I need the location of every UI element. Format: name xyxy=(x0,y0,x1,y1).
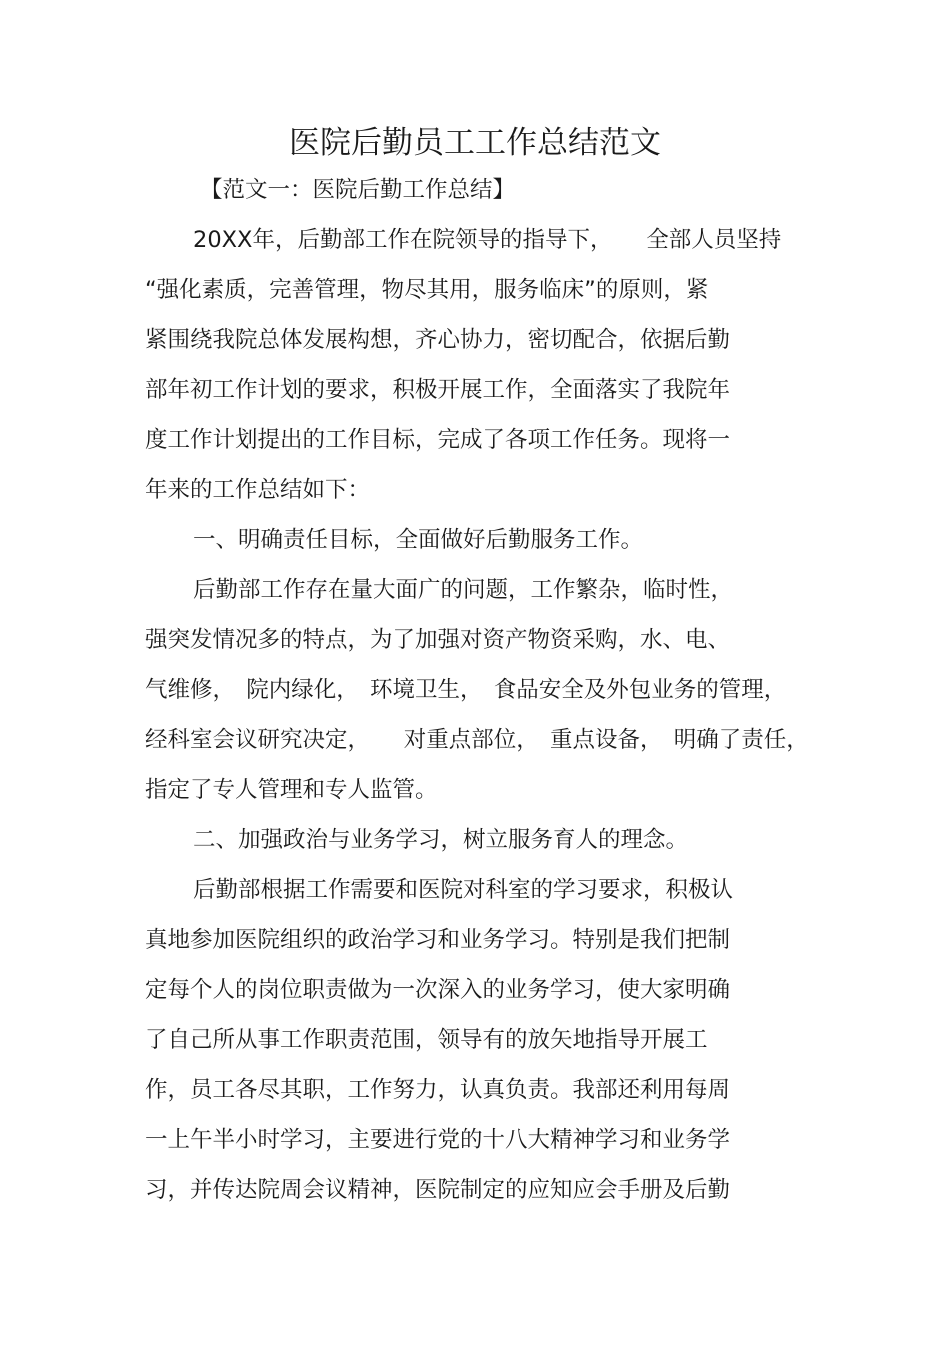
section-heading: 一、明确责任目标，全面做好后勤服务工作。 xyxy=(193,527,644,553)
paragraph-line: 定每个人的岗位职责做为一次深入的业务学习，使大家明确 xyxy=(145,977,731,1003)
paragraph-line: 气维修， 院内绿化， 环境卫生， 食品安全及外包业务的管理， xyxy=(145,677,787,703)
subtitle: 【范文一：医院后勤工作总结】 xyxy=(200,177,516,203)
paragraph-line: 后勤部根据工作需要和医院对科室的学习要求，积极认 xyxy=(193,877,734,903)
paragraph-line: “强化素质，完善管理，物尽其用，服务临床”的原则，紧 xyxy=(145,277,709,303)
paragraph-line: 后勤部工作存在量大面广的问题，工作繁杂，临时性， xyxy=(193,577,734,603)
paragraph-line: 度工作计划提出的工作目标，完成了各项工作任务。现将一 xyxy=(145,427,731,453)
paragraph-line: 经科室会议研究决定， 对重点部位， 重点设备， 明确了责任， xyxy=(145,727,809,753)
paragraph-line: 部年初工作计划的要求，积极开展工作，全面落实了我院年 xyxy=(145,377,731,403)
paragraph-line: 年来的工作总结如下： xyxy=(145,477,371,503)
document-title: 医院后勤员工工作总结范文 xyxy=(289,125,661,161)
paragraph-line: 强突发情况多的特点，为了加强对资产物资采购，水、电、 xyxy=(145,627,731,653)
paragraph-line: 20XX年，后勤部工作在院领导的指导下， 全部人员坚持 xyxy=(193,227,782,253)
paragraph-line: 了自己所从事工作职责范围，领导有的放矢地指导开展工 xyxy=(145,1027,708,1053)
paragraph-line: 真地参加医院组织的政治学习和业务学习。特别是我们把制 xyxy=(145,927,731,953)
paragraph-line: 紧围绕我院总体发展构想，齐心协力，密切配合，依据后勤 xyxy=(145,327,731,353)
paragraph-line: 一上午半小时学习，主要进行党的十八大精神学习和业务学 xyxy=(145,1127,731,1153)
paragraph-line: 作，员工各尽其职，工作努力，认真负责。我部还利用每周 xyxy=(145,1077,731,1103)
paragraph-line: 习，并传达院周会议精神，医院制定的应知应会手册及后勤 xyxy=(145,1177,731,1203)
paragraph-line: 指定了专人管理和专人监管。 xyxy=(145,777,438,803)
section-heading: 二、加强政治与业务学习，树立服务育人的理念。 xyxy=(193,827,689,853)
